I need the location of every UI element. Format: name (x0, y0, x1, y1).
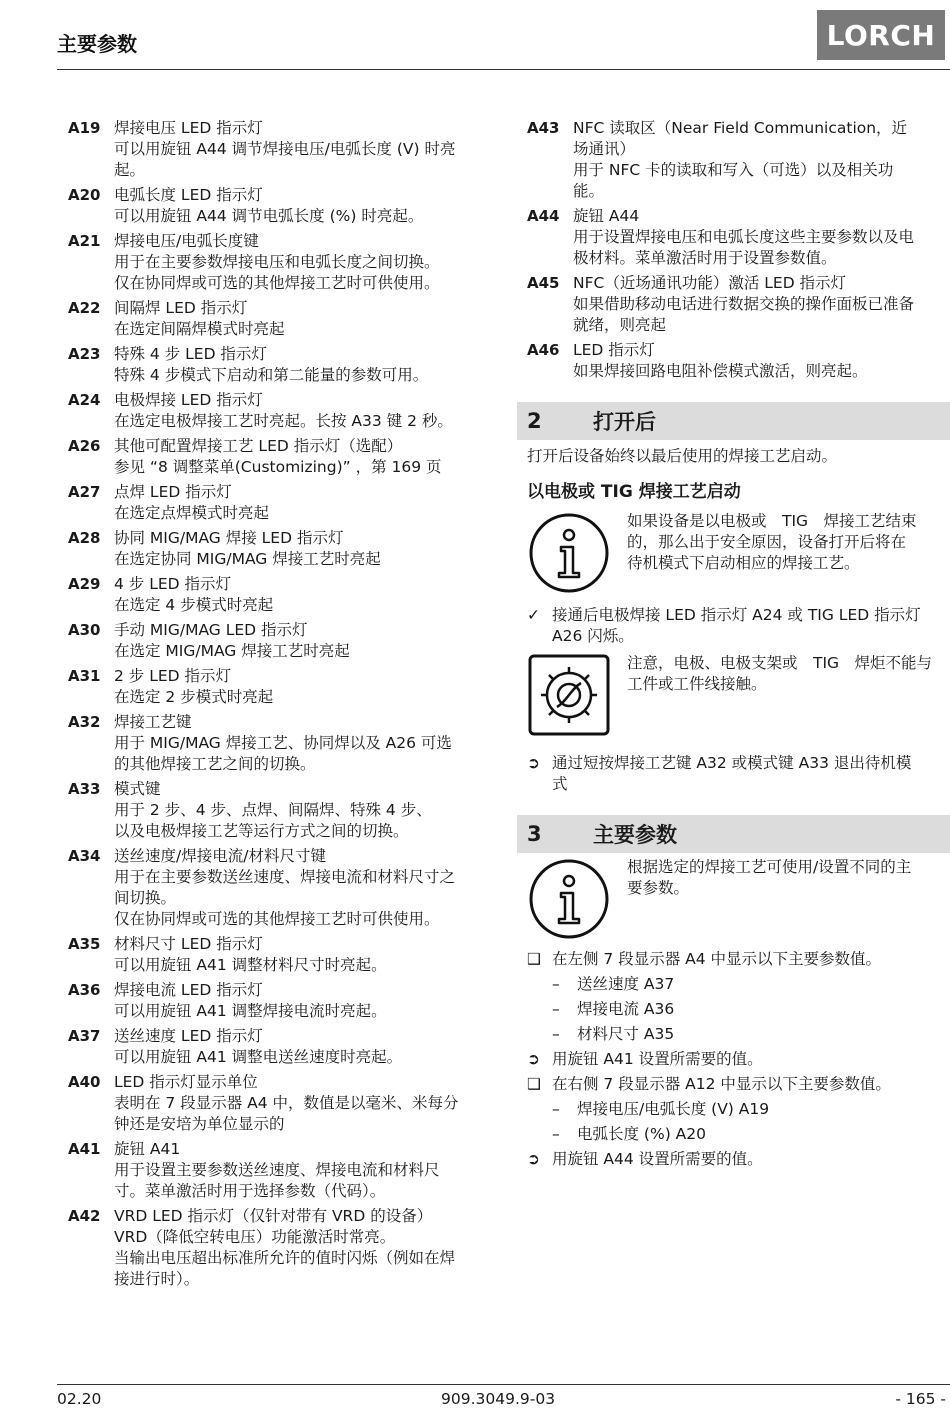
legend-line: 用于在主要参数送丝速度、焊接电流和材料尺寸之 (114, 868, 456, 886)
right-display-params (527, 1099, 950, 1145)
legend-line: 在选定 4 步模式时亮起 (114, 596, 274, 614)
left-column (68, 118, 498, 1294)
section-3-heading (517, 815, 950, 853)
legend-line: 焊接电压 LED 指示灯 (114, 119, 263, 137)
legend-code: A30 (68, 621, 101, 639)
legend-code: A44 (527, 207, 560, 225)
page-header-title: 主要参数 (57, 32, 137, 56)
param-name: 焊接电流 A36 (577, 1000, 675, 1018)
warning-note-text (627, 653, 932, 737)
legend-code: A40 (68, 1073, 101, 1091)
legend-line: LED 指示灯 (573, 341, 655, 359)
left-display-params (527, 974, 950, 1045)
param-list-item (552, 999, 950, 1020)
legend-entry-a46 (527, 340, 950, 382)
legend-description (114, 712, 498, 775)
legend-line: 接进行时）。 (114, 1270, 200, 1288)
legend-code: A29 (68, 575, 101, 593)
legend-description (114, 666, 498, 708)
legend-line: 在选定协同 MIG/MAG 焊接工艺时亮起 (114, 550, 381, 568)
legend-line: 极材料。菜单激活时用于设置参数值。 (573, 249, 837, 267)
box-item-right-display (527, 1074, 950, 1095)
legend-code: A31 (68, 667, 101, 685)
legend-code: A45 (527, 274, 560, 292)
action-item (527, 753, 950, 795)
legend-line: 如果借助移动电话进行数据交换的操作面板已准备 (573, 295, 915, 313)
legend-code: A42 (68, 1207, 101, 1225)
param-list-item (552, 1124, 950, 1145)
text-line: 如果设备是以电极或 TIG 焊接工艺结束 (627, 512, 917, 530)
footer-page-number: - 165 - (895, 1390, 946, 1408)
legend-description (114, 934, 498, 976)
legend-entry-a35 (68, 934, 498, 976)
arrow-icon: ➲ (527, 754, 540, 772)
legend-code: A37 (68, 1027, 101, 1045)
section-2-intro: 打开后设备始终以最后使用的焊接工艺启动。 (527, 447, 838, 465)
info-note-2-text (627, 857, 911, 941)
gear-warning-icon (527, 653, 611, 737)
action-item (527, 1049, 950, 1070)
legend-line: 用于在主要参数焊接电压和电弧长度之间切换。 (114, 253, 440, 271)
legend-line: NFC 读取区（Near Field Communication，近 (573, 119, 908, 137)
legend-line: 手动 MIG/MAG LED 指示灯 (114, 621, 308, 639)
legend-code: A23 (68, 345, 101, 363)
legend-code: A20 (68, 186, 101, 204)
legend-entry-a37 (68, 1026, 498, 1068)
legend-entry-a44 (527, 206, 950, 269)
legend-description (114, 436, 498, 478)
legend-entry-a32 (68, 712, 498, 775)
legend-line: 起。 (114, 161, 146, 179)
dash-mark: – (552, 975, 560, 993)
legend-line: 用于 MIG/MAG 焊接工艺、协同焊以及 A26 可选 (114, 734, 452, 752)
legend-line: 旋钮 A44 (573, 207, 640, 225)
footer-divider (57, 1384, 950, 1385)
legend-line: 送丝速度 LED 指示灯 (114, 1027, 263, 1045)
param-list-item (552, 974, 950, 995)
legend-description (573, 273, 950, 336)
legend-line: 用于设置主要参数送丝速度、焊接电流和材料尺 (114, 1161, 440, 1179)
legend-description (114, 620, 498, 662)
legend-line: 用于 NFC 卡的读取和写入（可选）以及相关功 (573, 161, 894, 179)
legend-code: A34 (68, 847, 101, 865)
legend-description (114, 1026, 498, 1068)
dash-mark: – (552, 1125, 560, 1143)
info-note-2 (527, 857, 950, 941)
legend-line: 在选定 MIG/MAG 焊接工艺时亮起 (114, 642, 350, 660)
checkbox-icon: ❑ (527, 950, 541, 968)
legend-line: 焊接工艺键 (114, 713, 192, 731)
footer-date: 02.20 (57, 1390, 102, 1408)
legend-line: 其他可配置焊接工艺 LED 指示灯（选配） (114, 437, 403, 455)
legend-entry-a34 (68, 846, 498, 930)
legend-entry-a43 (527, 118, 950, 202)
legend-line: 就绪，则亮起 (573, 316, 667, 334)
check-icon: ✓ (527, 606, 540, 624)
legend-description (114, 344, 498, 386)
param-name: 焊接电压/电弧长度 (V) A19 (577, 1100, 770, 1118)
legend-line: VRD（降低空转电压）功能激活时常亮。 (114, 1228, 396, 1246)
legend-line: 模式键 (114, 780, 161, 798)
legend-entry-a42 (68, 1206, 498, 1290)
legend-line: 可以用旋钮 A41 调整焊接电流时亮起。 (114, 1002, 387, 1020)
legend-entry-a20 (68, 185, 498, 227)
legend-line: 2 步 LED 指示灯 (114, 667, 232, 685)
legend-entry-a30 (68, 620, 498, 662)
legend-line: 场通讯） (573, 140, 636, 158)
section-title: 打开后 (593, 410, 656, 434)
check-item-text (552, 605, 921, 647)
legend-line: 材料尺寸 LED 指示灯 (114, 935, 263, 953)
legend-entry-a27 (68, 482, 498, 524)
action-item (527, 1149, 950, 1170)
legend-code: A21 (68, 232, 101, 250)
text-line: 的，那么出于安全原因，设备打开后将在 (627, 533, 907, 551)
text-line: 要参数。 (627, 879, 690, 897)
legend-line: 在选定点焊模式时亮起 (114, 504, 270, 522)
right-column (527, 118, 950, 1170)
param-name: 材料尺寸 A35 (577, 1025, 675, 1043)
legend-line: 如果焊接回路电阻补偿模式激活，则亮起。 (573, 362, 868, 380)
section-title: 主要参数 (593, 823, 677, 847)
header-divider (57, 69, 950, 70)
legend-description (114, 1206, 498, 1290)
legend-entry-a36 (68, 980, 498, 1022)
legend-code: A32 (68, 713, 101, 731)
legend-code: A33 (68, 780, 101, 798)
legend-line: 点焊 LED 指示灯 (114, 483, 232, 501)
info-note (527, 511, 950, 595)
legend-line: 特殊 4 步 LED 指示灯 (114, 345, 267, 363)
legend-line: 在选定 2 步模式时亮起 (114, 688, 274, 706)
legend-line: 用于设置焊接电压和电弧长度这些主要参数以及电 (573, 228, 915, 246)
arrow-icon: ➲ (527, 1150, 540, 1168)
legend-line: VRD LED 指示灯（仅针对带有 VRD 的设备） (114, 1207, 433, 1225)
legend-code: A35 (68, 935, 101, 953)
legend-line: 参见 “8 调整菜单(Customizing)” ，第 169 页 (114, 458, 442, 476)
box-item-text: 在右侧 7 段显示器 A12 中显示以下主要参数值。 (552, 1075, 891, 1093)
legend-line: 间切换。 (114, 889, 177, 907)
legend-description (114, 980, 498, 1022)
legend-line: 能。 (573, 182, 605, 200)
legend-line: 4 步 LED 指示灯 (114, 575, 232, 593)
legend-entry-a45 (527, 273, 950, 336)
action-item-text: 用旋钮 A41 设置所需要的值。 (552, 1050, 763, 1068)
lorch-logo: LORCH (817, 10, 945, 60)
legend-entry-a22 (68, 298, 498, 340)
legend-entry-a26 (68, 436, 498, 478)
legend-description (114, 231, 498, 294)
box-item-left-display (527, 949, 950, 970)
legend-description (114, 1139, 498, 1202)
legend-line: 可以用旋钮 A44 调节焊接电压/电弧长度 (V) 时亮 (114, 140, 456, 158)
legend-code: A19 (68, 119, 101, 137)
legend-code: A24 (68, 391, 101, 409)
legend-code: A26 (68, 437, 101, 455)
legend-line: 焊接电流 LED 指示灯 (114, 981, 263, 999)
right-entries (527, 118, 950, 382)
param-name: 送丝速度 A37 (577, 975, 675, 993)
text-line: 式 (552, 775, 568, 793)
legend-line: 电极焊接 LED 指示灯 (114, 391, 263, 409)
text-line: 通过短按焊接工艺键 A32 或模式键 A33 退出待机模 (552, 754, 912, 772)
legend-description (114, 846, 498, 930)
text-line: 根据选定的焊接工艺可使用/设置不同的主 (627, 858, 912, 876)
arrow-icon: ➲ (527, 1050, 540, 1068)
param-name: 电弧长度 (%) A20 (577, 1125, 707, 1143)
section-number: 2 (527, 409, 542, 433)
action-item-text (552, 753, 911, 795)
text-line: 待机模式下启动相应的焊接工艺。 (627, 554, 860, 572)
legend-description (573, 118, 950, 202)
info-icon (527, 857, 611, 941)
legend-code: A36 (68, 981, 101, 999)
legend-description (573, 340, 950, 382)
legend-code: A27 (68, 483, 101, 501)
legend-line: 可以用旋钮 A44 调节电弧长度 (%) 时亮起。 (114, 207, 424, 225)
legend-line: 电弧长度 LED 指示灯 (114, 186, 263, 204)
legend-line: 旋钮 A41 (114, 1140, 181, 1158)
legend-line: 的其他焊接工艺之间的切换。 (114, 755, 316, 773)
legend-entry-a41 (68, 1139, 498, 1202)
legend-line: 仅在协同焊或可选的其他焊接工艺时可供使用。 (114, 910, 440, 928)
legend-description (114, 118, 498, 181)
dash-mark: – (552, 1100, 560, 1118)
checkbox-icon: ❑ (527, 1075, 541, 1093)
legend-code: A46 (527, 341, 560, 359)
legend-description (114, 779, 498, 842)
legend-line: 特殊 4 步模式下启动和第二能量的参数可用。 (114, 366, 429, 384)
param-list-item (552, 1024, 950, 1045)
legend-code: A43 (527, 119, 560, 137)
legend-line: LED 指示灯显示单位 (114, 1073, 258, 1091)
legend-entry-a23 (68, 344, 498, 386)
text-line: 接通后电极焊接 LED 指示灯 A24 或 TIG LED 指示灯 (552, 606, 921, 624)
section-2-subheading: 以电极或 TIG 焊接工艺启动 (527, 482, 741, 502)
footer-doc-number: 909.3049.9-03 (441, 1390, 556, 1408)
legend-line: 间隔焊 LED 指示灯 (114, 299, 248, 317)
legend-entry-a21 (68, 231, 498, 294)
legend-line: 用于 2 步、4 步、点焊、间隔焊、特殊 4 步、 (114, 801, 432, 819)
legend-description (573, 206, 950, 269)
legend-code: A41 (68, 1140, 101, 1158)
legend-entry-a24 (68, 390, 498, 432)
legend-line: 在选定电极焊接工艺时亮起。长按 A33 键 2 秒。 (114, 412, 453, 430)
legend-description (114, 185, 498, 227)
section-2-heading (517, 402, 950, 440)
info-icon (527, 511, 611, 595)
legend-description (114, 298, 498, 340)
legend-description (114, 390, 498, 432)
legend-line: 寸。菜单激活时用于选择参数（代码）。 (114, 1182, 386, 1200)
legend-line: 表明在 7 段显示器 A4 中，数值是以毫米、米每分 (114, 1094, 459, 1112)
legend-entry-a33 (68, 779, 498, 842)
legend-entry-a31 (68, 666, 498, 708)
dash-mark: – (552, 1025, 560, 1043)
legend-line: 当输出电压超出标准所允许的值时闪烁（例如在焊 (114, 1249, 456, 1267)
legend-code: A28 (68, 529, 101, 547)
text-line: 工件或工件线接触。 (627, 675, 767, 693)
check-item (527, 605, 950, 647)
legend-description (114, 574, 498, 616)
section-number: 3 (527, 822, 542, 846)
legend-line: 仅在协同焊或可选的其他焊接工艺时可供使用。 (114, 274, 440, 292)
warning-note (527, 653, 950, 737)
info-note-text (627, 511, 917, 595)
legend-description (114, 482, 498, 524)
legend-line: NFC（近场通讯功能）激活 LED 指示灯 (573, 274, 847, 292)
legend-line: 焊接电压/电弧长度键 (114, 232, 259, 250)
legend-line: 在选定间隔焊模式时亮起 (114, 320, 285, 338)
box-item-text: 在左侧 7 段显示器 A4 中显示以下主要参数值。 (552, 950, 882, 968)
legend-line: 协同 MIG/MAG 焊接 LED 指示灯 (114, 529, 344, 547)
legend-entry-a40 (68, 1072, 498, 1135)
text-line: 注意，电极、电极支架或 TIG 焊炬不能与 (627, 654, 933, 672)
legend-code: A22 (68, 299, 101, 317)
legend-line: 送丝速度/焊接电流/材料尺寸键 (114, 847, 326, 865)
dash-mark: – (552, 1000, 560, 1018)
legend-line: 以及电极焊接工艺等运行方式之间的切换。 (114, 822, 409, 840)
legend-entry-a28 (68, 528, 498, 570)
legend-line: 可以用旋钮 A41 调整材料尺寸时亮起。 (114, 956, 387, 974)
legend-entry-a19 (68, 118, 498, 181)
legend-description (114, 1072, 498, 1135)
legend-description (114, 528, 498, 570)
legend-line: 钟还是安培为单位显示的 (114, 1115, 285, 1133)
legend-entry-a29 (68, 574, 498, 616)
action-item-text: 用旋钮 A44 设置所需要的值。 (552, 1150, 763, 1168)
param-list-item (552, 1099, 950, 1120)
text-line: A26 闪烁。 (552, 627, 634, 645)
legend-line: 可以用旋钮 A41 调整电送丝速度时亮起。 (114, 1048, 403, 1066)
